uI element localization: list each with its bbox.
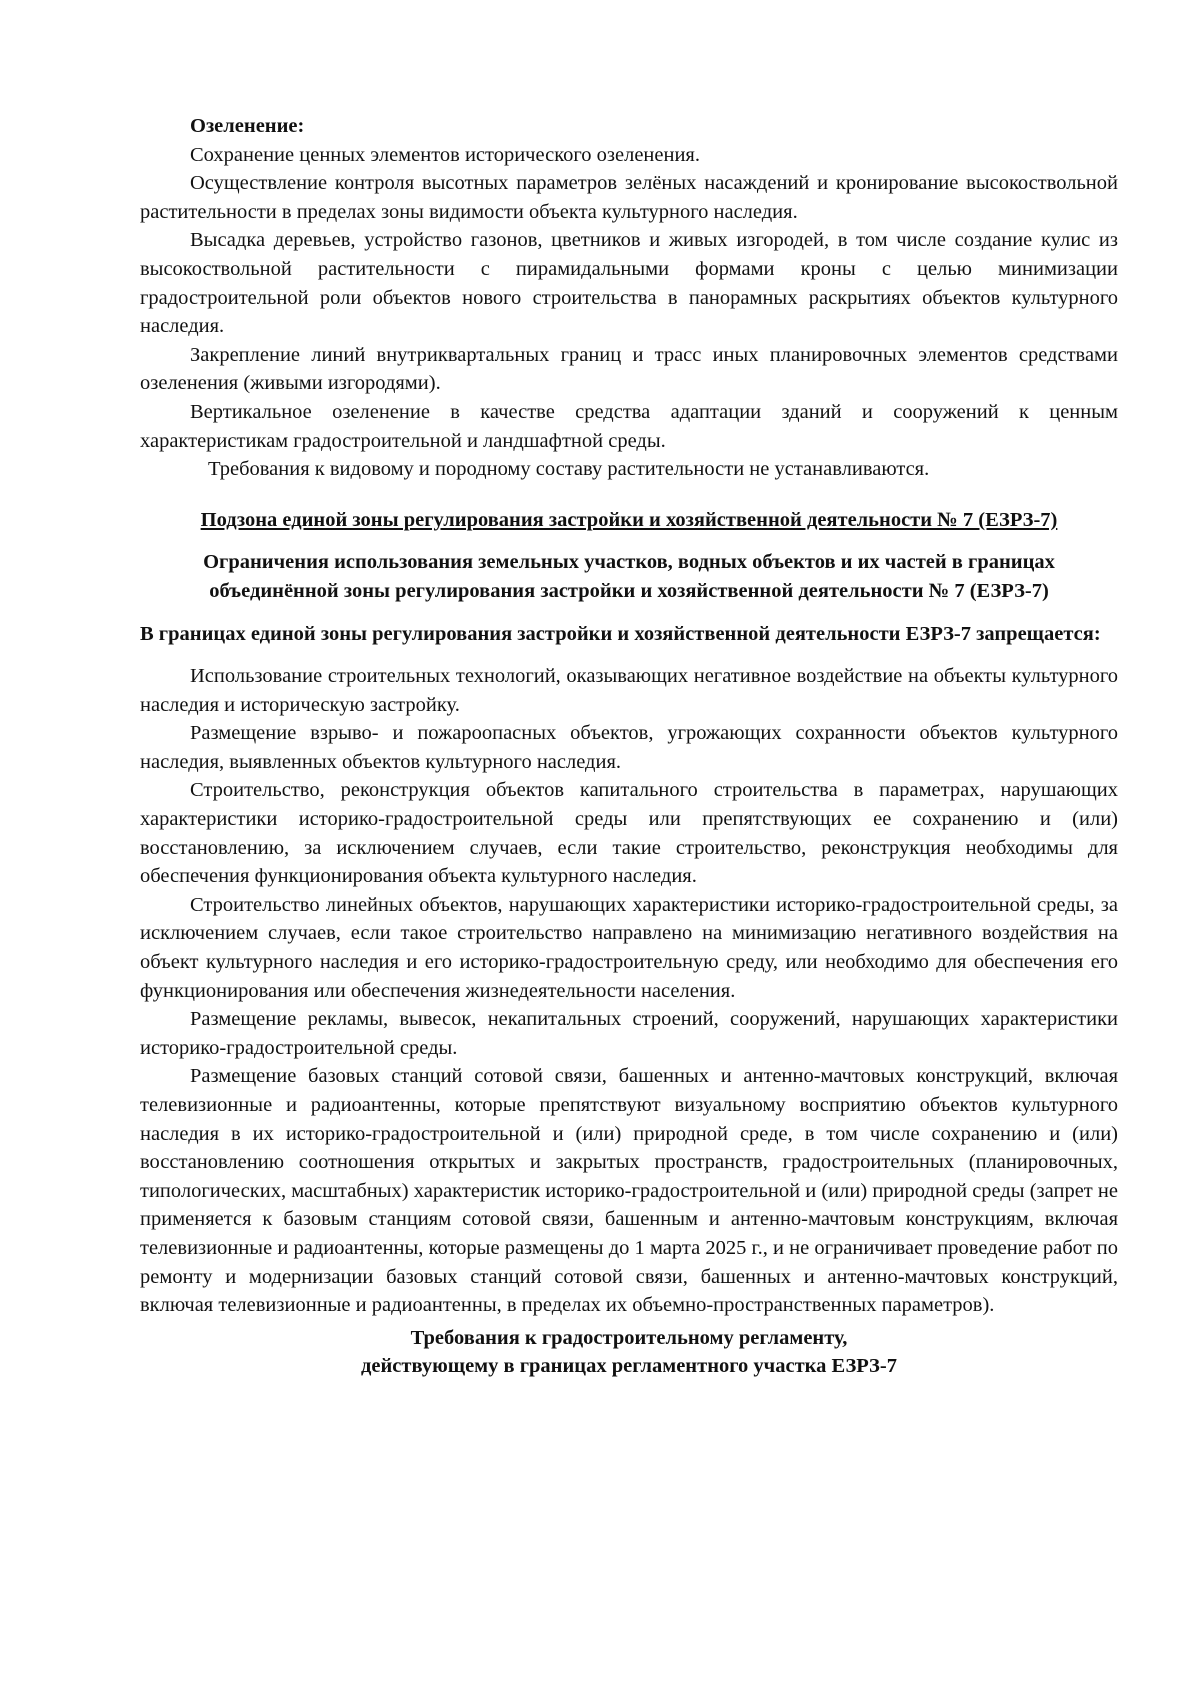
greening-paragraph: Закрепление линий внутриквартальных границ и трасс иных планировочных элементов средствами озеленения (живыми изгородями). bbox=[140, 343, 1118, 395]
regulation-title-line2: действующему в границах регламентного участка ЕЗРЗ-7 bbox=[361, 1355, 897, 1378]
prohibited-item: Размещение рекламы, вывесок, некапитальных строений, сооружений, нарушающих характеристики историко-градостроительной среды. bbox=[140, 1008, 1118, 1059]
greening-heading: Озеленение: bbox=[190, 115, 305, 137]
prohibited-item: Размещение базовых станций сотовой связи, башенных и антенно-мачтовых конструкций, включая телевизионные и радиоантенны, которые препятствуют визуальному восприятию объектов культурного наследия в их историко-градостроительной и (или) природной среде, в том числе сохранению и (или) восстановлению соотношения открытых и закрытых пространств, градостроительных (планировочных, типологических, масштабных) характеристик историко-градостроительной и (или) природной среды (запрет не применяется к базовым станциям сотовой связи, башенным и антенно-мачтовым конструкциям, включая телевизионные и радиоантенны, которые размещены до 1 марта 2025 г., и не ограничивает проведение работ по ремонту и модернизации базовых станций сотовой связи, башенных и антенно-мачтовых конструкций, включая телевизионные и радиоантенны, в пределах их объемно-пространственных параметров). bbox=[140, 1065, 1118, 1317]
greening-paragraph: Требования к видовому и породному составу растительности не устанавливаются. bbox=[208, 458, 930, 481]
document-page bbox=[140, 112, 1118, 1381]
greening-paragraph: Вертикальное озеленение в качестве средства адаптации зданий и сооружений к ценным характеристикам градостроительной и ландшафтной среды. bbox=[140, 400, 1118, 452]
prohibited-item: Размещение взрыво- и пожароопасных объектов, угрожающих сохранности объектов культурного наследия, выявленных объектов культурного наследия. bbox=[140, 722, 1118, 773]
greening-paragraph: Высадка деревьев, устройство газонов, цветников и живых изгородей, в том числе создание кулис из высокоствольной растительности с пирамидальными формами кроны с целью минимизации градостроительной роли объектов нового строительства в панорамных раскрытиях объектов культурного наследия. bbox=[140, 229, 1118, 338]
subzone-title: Подзона единой зоны регулирования застройки и хозяйственной деятельности № 7 (ЕЗРЗ-7) bbox=[200, 508, 1058, 531]
regulation-title-line1: Требования к градостроительному регламенту, bbox=[410, 1326, 848, 1349]
prohibited-title: В границах единой зоны регулирования застройки и хозяйственной деятельности ЕЗРЗ-7 запрещается: bbox=[140, 622, 1101, 645]
prohibited-item: Строительство, реконструкция объектов капитального строительства в параметрах, нарушающих характеристики историко-градостроительной среды или препятствующих ее сохранению и (или) восстановлению, за исключением случаев, если такие строительство, реконструкция необходимы для обеспечения функционирования объекта культурного наследия. bbox=[140, 779, 1118, 888]
regulation-title bbox=[140, 1324, 1118, 1381]
greening-paragraph: Осуществление контроля высотных параметров зелёных насаждений и кронирование высокоствольной растительности в пределах зоны видимости объекта культурного наследия. bbox=[140, 172, 1118, 223]
prohibited-item: Строительство линейных объектов, нарушающих характеристики историко-градостроительной среды, за исключением случаев, если такое строительство направлено на минимизацию негативного воздействия на объект культурного наследия и его историко-градостроительную среду, или необходимо для обеспечения его функционирования или обеспечения жизнедеятельности населения. bbox=[140, 893, 1118, 1002]
greening-paragraph: Сохранение ценных элементов исторического озеленения. bbox=[190, 143, 700, 166]
restrictions-title: Ограничения использования земельных участков, водных объектов и их частей в границах объединённой зоны регулирования застройки и хозяйственной деятельности № 7 (ЕЗРЗ-7) bbox=[203, 551, 1055, 602]
prohibited-item: Использование строительных технологий, оказывающих негативное воздействие на объекты культурного наследия и историческую застройку. bbox=[140, 665, 1118, 716]
